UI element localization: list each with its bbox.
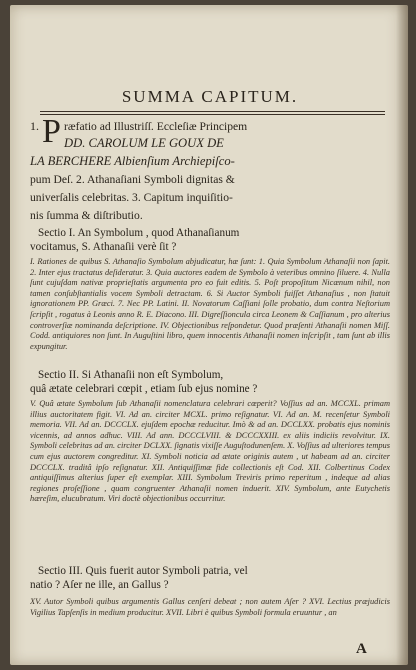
page-title: SUMMA CAPITUM. — [121, 87, 299, 106]
intro-line: DD. CAROLUM LE GOUX DE — [64, 136, 224, 150]
section-heading-line: Sectio III. Quis fuerit autor Symboli patria, vel — [38, 565, 248, 577]
drop-cap: P — [42, 113, 61, 150]
section-3-heading — [30, 565, 390, 592]
page-gutter-shadow — [396, 5, 408, 665]
section-1-heading — [30, 227, 390, 254]
intro-line: univerſalis celebritas. 3. Capitum inquiſitio- — [30, 191, 233, 204]
title-rule-thin — [40, 114, 385, 115]
section-heading-line: vocitamus, S. Athanaſii verè ſit ? — [30, 240, 177, 253]
book-page — [10, 5, 408, 665]
section-heading-line: Sectio I. An Symbolum , quod Athanaſianum — [38, 227, 240, 239]
section-heading-line: Sectio II. Si Athanaſii non eſt Symbolum, — [38, 369, 224, 381]
section-2-summary: V. Quâ ætate Symbolum ſub Athanaſii nomenclatura celebrari cœperit? Voſſius ad an. MCCXL. primam illius auctoritatem figit. VI. Ad an. circiter MCXL. primo reſignatur. VI. Ad an. M. recenſetur Symboli memoria. VII. Ad an. DCCCLX. ejuſdem epochæ reducitur. Imò & ad an. DCCLXX. probatis ejus nominis vicennis, ad annos adhuc. VIII. Ad ann. DCCCLVIII. & DCCCXXIII. ex aliis indiciis revolvitur. IX. Symboli celebritas ad an. circiter DCLXX. ſignatis vixiſſe Auguſtodunenſem. X. Voſſius ad ulteriores tempus cum ejus auctorem congreditur. XI. Symboli noticia ad ætate originis autem , ut habeam ad an. circiter DCCCLX. traditâ ipſo reſignatur. XII. Antiquiſſimæ fide collectionis eſt Cod. XII. Colbertinus Codex antiquiſſimus alterius ſuper eſt exemplar. XIII. Symbolum Treviris primo reperitum , indeque ad alias regiones proſeſſione , quam congruenter Athanaſii nomen induerit. XIV. Symbolum, ante Eutychetis hæreſim, elucubratum. Viri doctè objectionibus occurritur. — [30, 399, 390, 504]
intro-line: pum Deſ. 2. Athanaſiani Symboli dignitas & — [30, 173, 235, 186]
section-heading-line: quâ ætate celebrari cœpit , etiam ſub ejus nomine ? — [30, 382, 258, 395]
intro-line: LA BERCHERE Albienſium Archiepiſco- — [30, 154, 235, 168]
intro-line: ræfatio ad Illustriſſ. Eccleſiæ Principem — [64, 120, 248, 133]
section-3-summary: XV. Autor Symboli quibus argumentis Gallus cenſeri debeat ; non autem Aſer ? XVI. Lectius præjudicis Vigilius Tapſenſis in medium producitur. XVII. Libri è quibus Symboli formula eruuntur , an — [30, 597, 390, 617]
intro-number: 1. — [30, 119, 39, 133]
signature-mark: A — [356, 641, 367, 657]
section-2-heading — [30, 369, 390, 396]
section-heading-line: natio ? Aſer ne ille, an Gallus ? — [30, 578, 169, 591]
title-rule — [40, 111, 385, 112]
intro-line: nis ſumma & diſtributio. — [30, 209, 143, 222]
section-1-summary: I. Rationes de quibus S. Athanaſio Symbolum abjudicatur, hæ ſunt: 1. Quia Symbolum Athanaſii non ſapit. 2. Inter ejus tractatus deſideratur. 3. Quia auctores eadem de Symbolo à veteribus omnino ſiluere. 4. Nulla ſunt cujuſdam nativæ proprieſtatis argumenta pro eo fuit editis. 5. Poſt propoſitum Nicænum nihil, non tamen conſubſtantialis vocem Symboli detractam. 6. Si Auctor Symboli fuiſſet Athanaſius , non ſtatuit ignorationem PP. Græci. 7. Nec PP. Latini. II. Novatorum Caſſiani ſolle probatio, dum contra Neſtorium ſcripſit , rogatus à Leonis anno R. E. Diacono. III. Digreſſioncula circa Leonem & Caſſianum , pro alterius controverſiæ nominanda deſcriptione. IV. Objectionibus reſpondetur. Quod præſenti Athanaſii nomen Miſſ. Codd. antiquiores non ſunt. In Auguſtini libro, quem innocentis Athanaſii nomen inſcripſit , tam ſunt ab illis expungitur. — [30, 257, 390, 351]
